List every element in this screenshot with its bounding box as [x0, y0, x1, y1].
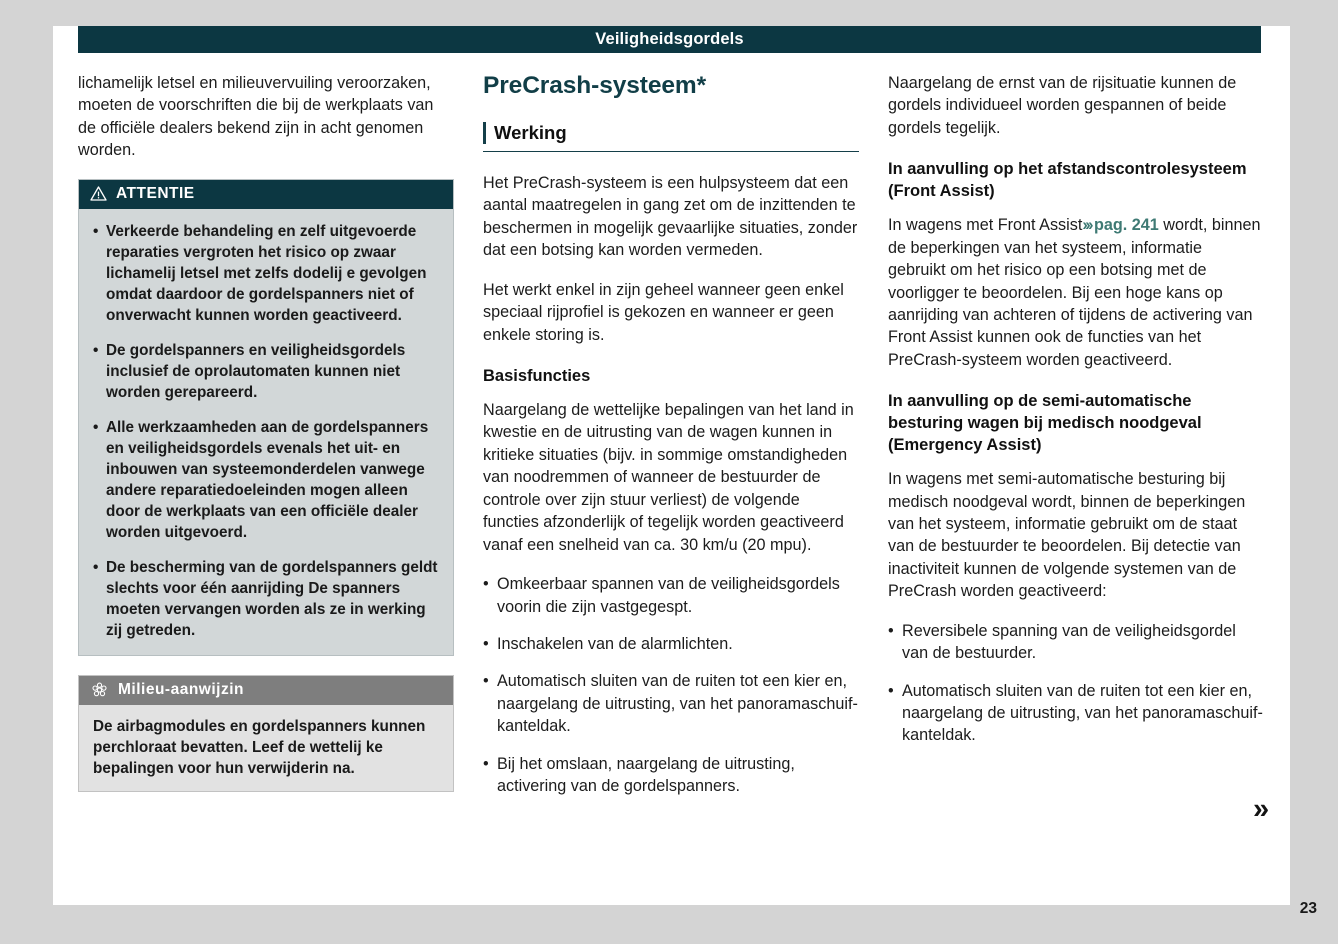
left-column	[78, 72, 454, 813]
warning-callout-body	[79, 209, 453, 656]
warning-item: • Verkeerde behandeling en zelf uitgevoerde reparaties vergroten het risico op zwaar lichamelij letsel met zelfs dodelij e gevolgen omdat daardoor de gordelspanners niet of onverwacht kunnen worden geactiveerd.	[93, 221, 439, 326]
section-heading-emergency-assist: In aanvulling op de semi-automatische besturing wagen bij medisch noodgeval (Emergency Assist)	[888, 392, 1202, 455]
front-assist-text-after: wordt, binnen de beperkingen van het systeem, informatie gebruikt om het risico op een botsing met de voorligger te beoordelen. Bij een hoge kans op aanrijding van achteren of tijdens de activering van Front Assist kunnen ook de functies van het PreCrash-systeem worden geactiveerd.	[888, 216, 1261, 369]
environment-callout-header	[79, 676, 453, 705]
right-column	[888, 72, 1264, 813]
warning-callout	[78, 179, 454, 657]
list-item: • Reversibele spanning van de veiligheidsgordel van de bestuurder.	[888, 620, 1264, 665]
environment-text: De airbagmodules en gordelspanners kunnen perchloraat bevatten. Leef de wettelij ke bepalingen voor hun verwijderin na.	[93, 718, 426, 778]
list-item: • Automatisch sluiten van de ruiten tot een kier en, naargelang de uitrusting, van het panoramaschuif-kanteldak.	[483, 670, 859, 737]
warning-item: • De gordelspanners en veiligheidsgordels inclusief de oprolautomaten kunnen niet worden gerepareerd.	[93, 340, 439, 403]
cross-reference-link[interactable]	[1082, 216, 1158, 234]
lead-paragraph: Naargelang de ernst van de rijsituatie kunnen de gordels individueel worden gespannen of beide gordels tegelijk.	[888, 74, 1237, 137]
running-header-title: Veiligheidsgordels	[595, 30, 744, 48]
environment-callout-title: Milieu-aanwijzin	[118, 681, 244, 699]
front-assist-paragraph	[888, 214, 1264, 371]
middle-column	[483, 72, 859, 813]
section-heading-front-assist: In aanvulling op het afstandscontrolesysteem (Front Assist)	[888, 160, 1247, 201]
warning-callout-title: ATTENTIE	[116, 184, 195, 202]
section-subheading	[483, 122, 859, 152]
environment-callout-body	[79, 705, 453, 791]
emergency-assist-paragraph: In wagens met semi-automatische besturing bij medisch noodgeval wordt, binnen de beperkingen van het systeem, informatie gebruikt om de staat van de bestuurder te beoordelen. Bij detectie van inactiviteit kunnen de volgende systemen van de PreCrash worden geactiveerd:	[888, 470, 1246, 601]
list-item: • Bij het omslaan, naargelang de uitrusting, activering van de gordelspanners.	[483, 753, 859, 798]
chevron-right-triple-icon: ›››	[1082, 216, 1092, 235]
column-layout	[78, 72, 1264, 813]
body-paragraph: Het PreCrash-systeem is een hulpsysteem dat een aantal maatregelen in gang zet om de inzittenden te beschermen in mogelijk gevaarlijke situaties, zonder dat een botsing kan worden vermeden.	[483, 174, 858, 260]
page-number: 23	[1299, 900, 1317, 917]
list-item: • Omkeerbaar spannen van de veiligheidsgordels voorin die zijn vastgegespt.	[483, 573, 859, 618]
environment-callout	[78, 675, 454, 792]
warning-item: • Alle werkzaamheden aan de gordelspanners en veiligheidsgordels evenals het uit- en inbouwen van systeemonderdelen vanwege andere reparatiedoeleinden mogen alleen door de werkplaats van een officiële dealer worden uitgevoerd.	[93, 417, 439, 543]
continuation-arrow-icon: »	[1253, 793, 1270, 825]
section-heading-basisfuncties: Basisfuncties	[483, 367, 591, 386]
body-paragraph: Naargelang de wettelijke bepalingen van het land in kwestie en de uitrusting van de wagen kunnen in kritieke situaties (bijv. in sommige omstandigheden van noodremmen of wanneer de bestuurder de controle over zijn stuur verliest) de volgende functies afzonderlijk of tegelijk worden geactiveerd vanaf een snelheid van ca. 30 km/u (20 mpu).	[483, 401, 854, 554]
warning-triangle-icon	[90, 186, 107, 201]
list-item: • Inschakelen van de alarmlichten.	[483, 633, 859, 655]
body-paragraph: Het werkt enkel in zijn geheel wanneer geen enkel speciaal rijprofiel is gekozen en wanneer er geen enkele storing is.	[483, 280, 844, 344]
warning-callout-header	[79, 180, 453, 209]
cross-reference-label: pag. 241	[1094, 216, 1159, 235]
intro-paragraph: lichamelijk letsel en milieuvervuiling veroorzaken, moeten de voorschriften die bij de werkplaats van de officiële dealers bekend zijn in acht genomen worden.	[78, 74, 434, 160]
list-item: • Automatisch sluiten van de ruiten tot een kier en, naargelang de uitrusting, van het panoramaschuif-kanteldak.	[888, 680, 1264, 747]
warning-item: • De bescherming van de gordelspanners geldt slechts voor één aanrijding De spanners moeten vervangen worden als ze in werking zij getreden.	[93, 557, 439, 641]
eco-flower-icon	[90, 682, 109, 698]
front-assist-text-before: In wagens met Front Assist	[888, 216, 1083, 235]
running-header	[78, 26, 1261, 53]
section-subheading-label: Werking	[494, 122, 567, 143]
chapter-title: PreCrash-systeem*	[483, 72, 707, 99]
